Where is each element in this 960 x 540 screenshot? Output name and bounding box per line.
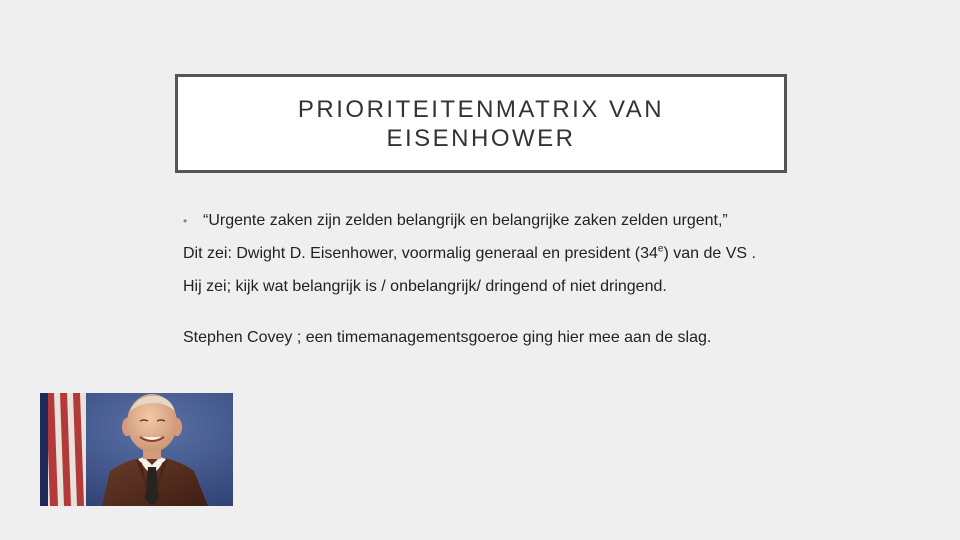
ordinal-superscript: e (657, 243, 664, 255)
title-box (175, 74, 787, 173)
bullet-dot-icon: • (183, 214, 188, 228)
slide-title (298, 95, 664, 153)
slide-body (183, 210, 803, 360)
attribution-text-end: ) van de VS . (663, 245, 756, 262)
quote-text: “Urgente zaken zijn zelden belangrijk en belangrijke zaken zelden urgent,” (203, 212, 728, 229)
covey-paragraph: Stephen Covey ; een timemanagementsgoeroe ging hier mee aan de slag. (183, 329, 712, 346)
title-line-1: PRIORITEITENMATRIX VAN (297, 95, 665, 123)
title-line-2: EISENHOWER (386, 124, 576, 152)
attribution-text: Dit zei: Dwight D. Eisenhower, voormalig generaal en president (34 (183, 245, 658, 262)
attribution-paragraph (183, 243, 803, 265)
quote-bullet (183, 210, 803, 232)
eisenhower-portrait-image (40, 393, 233, 506)
advice-paragraph: Hij zei; kijk wat belangrijk is / onbelangrijk/ dringend of niet dringend. (183, 278, 667, 295)
